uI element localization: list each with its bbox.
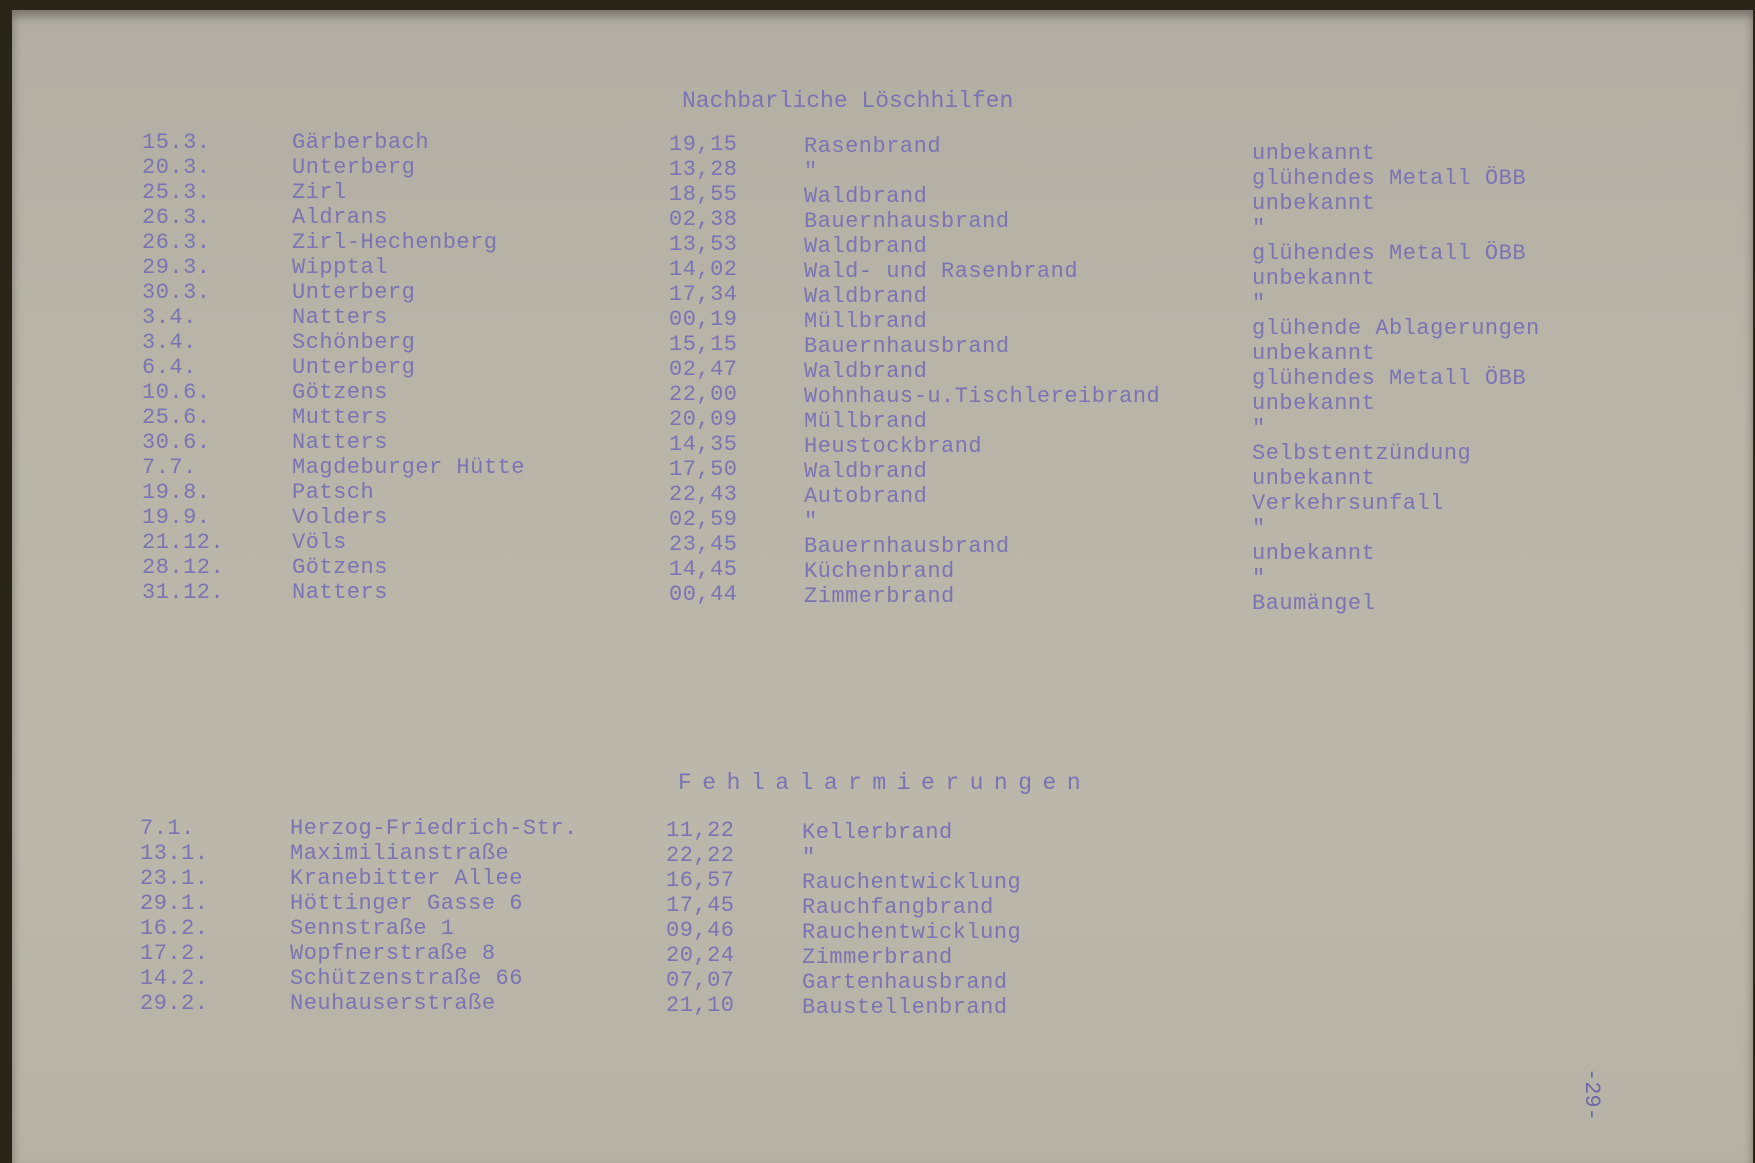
cause: Selbstentzündung bbox=[1252, 441, 1472, 466]
s1-time-column bbox=[669, 132, 738, 607]
date: 3.4. bbox=[142, 305, 197, 330]
cause: " bbox=[1252, 566, 1266, 591]
incident-type: Bauernhausbrand bbox=[804, 209, 1010, 234]
place: Wipptal bbox=[292, 255, 388, 280]
s2-date-column bbox=[140, 816, 209, 1016]
place: Unterberg bbox=[292, 280, 416, 305]
incident-type: Rauchfangbrand bbox=[802, 895, 994, 920]
heading-nachbarliche-loeschhilfen: Nachbarliche Löschhilfen bbox=[682, 88, 1014, 114]
time: 22,43 bbox=[669, 482, 738, 507]
date: 10.6. bbox=[142, 380, 211, 405]
incident-type: Waldbrand bbox=[804, 359, 928, 384]
typewritten-page bbox=[12, 10, 1753, 1163]
incident-type: Wohnhaus-u.Tischlereibrand bbox=[804, 384, 1161, 409]
incident-type: Müllbrand bbox=[804, 409, 928, 434]
place: Natters bbox=[292, 580, 388, 605]
incident-type: Bauernhausbrand bbox=[804, 534, 1010, 559]
time: 00,19 bbox=[669, 307, 738, 332]
s2-time-column bbox=[666, 818, 735, 1018]
time: 15,15 bbox=[669, 332, 738, 357]
incident-type: Zimmerbrand bbox=[802, 945, 953, 970]
s1-type-column bbox=[804, 134, 1160, 609]
place: Mutters bbox=[292, 405, 388, 430]
time: 14,35 bbox=[669, 432, 738, 457]
date: 29.1. bbox=[140, 891, 209, 916]
incident-type: " bbox=[804, 509, 818, 534]
date: 19.9. bbox=[142, 505, 211, 530]
incident-type: Rasenbrand bbox=[804, 134, 942, 159]
place: Patsch bbox=[292, 480, 375, 505]
cause: unbekannt bbox=[1252, 541, 1376, 566]
cause: unbekannt bbox=[1252, 466, 1376, 491]
cause: " bbox=[1252, 216, 1266, 241]
s2-type-column bbox=[802, 820, 1021, 1020]
incident-type: Heustockbrand bbox=[804, 434, 983, 459]
date: 30.6. bbox=[142, 430, 211, 455]
time: 09,46 bbox=[666, 918, 735, 943]
place: Zirl-Hechenberg bbox=[292, 230, 498, 255]
place: Götzens bbox=[292, 380, 388, 405]
cause: glühendes Metall ÖBB bbox=[1252, 241, 1527, 266]
cause: " bbox=[1252, 416, 1266, 441]
cause: unbekannt bbox=[1252, 141, 1376, 166]
time: 22,00 bbox=[669, 382, 738, 407]
cause: unbekannt bbox=[1252, 191, 1376, 216]
place: Zirl bbox=[292, 180, 347, 205]
date: 28.12. bbox=[142, 555, 225, 580]
cause: glühende Ablagerungen bbox=[1252, 316, 1540, 341]
place: Unterberg bbox=[292, 355, 416, 380]
cause: glühendes Metall ÖBB bbox=[1252, 366, 1527, 391]
place: Sennstraße 1 bbox=[290, 916, 455, 941]
time: 23,45 bbox=[669, 532, 738, 557]
date: 7.7. bbox=[142, 455, 197, 480]
time: 13,28 bbox=[669, 157, 738, 182]
place: Natters bbox=[292, 305, 388, 330]
time: 02,47 bbox=[669, 357, 738, 382]
place: Magdeburger Hütte bbox=[292, 455, 525, 480]
page-number: -29- bbox=[1579, 1068, 1604, 1121]
s1-place-column bbox=[292, 130, 525, 605]
s1-date-column bbox=[142, 130, 224, 605]
s2-place-column bbox=[290, 816, 578, 1016]
cause: " bbox=[1252, 291, 1266, 316]
date: 6.4. bbox=[142, 355, 197, 380]
time: 20,24 bbox=[666, 943, 735, 968]
heading-fehlalarmierungen: Fehlalarmierungen bbox=[678, 770, 1092, 796]
incident-type: Autobrand bbox=[804, 484, 928, 509]
place: Herzog-Friedrich-Str. bbox=[290, 816, 578, 841]
cause: Baumängel bbox=[1252, 591, 1376, 616]
place: Unterberg bbox=[292, 155, 416, 180]
incident-type: Baustellenbrand bbox=[802, 995, 1008, 1020]
date: 29.3. bbox=[142, 255, 211, 280]
time: 07,07 bbox=[666, 968, 735, 993]
date: 23.1. bbox=[140, 866, 209, 891]
date: 15.3. bbox=[142, 130, 211, 155]
incident-type: Gartenhausbrand bbox=[802, 970, 1008, 995]
time: 13,53 bbox=[669, 232, 738, 257]
time: 17,34 bbox=[669, 282, 738, 307]
time: 17,50 bbox=[669, 457, 738, 482]
incident-type: " bbox=[804, 159, 818, 184]
time: 17,45 bbox=[666, 893, 735, 918]
place: Neuhauserstraße bbox=[290, 991, 496, 1016]
time: 16,57 bbox=[666, 868, 735, 893]
time: 22,22 bbox=[666, 843, 735, 868]
cause: unbekannt bbox=[1252, 391, 1376, 416]
time: 02,59 bbox=[669, 507, 738, 532]
s1-cause-column bbox=[1252, 141, 1540, 616]
place: Gärberbach bbox=[292, 130, 430, 155]
date: 31.12. bbox=[142, 580, 225, 605]
incident-type: Zimmerbrand bbox=[804, 584, 955, 609]
incident-type: Küchenbrand bbox=[804, 559, 955, 584]
time: 02,38 bbox=[669, 207, 738, 232]
place: Götzens bbox=[292, 555, 388, 580]
place: Maximilianstraße bbox=[290, 841, 510, 866]
place: Wopfnerstraße 8 bbox=[290, 941, 496, 966]
time: 00,44 bbox=[669, 582, 738, 607]
date: 7.1. bbox=[140, 816, 195, 841]
date: 13.1. bbox=[140, 841, 209, 866]
date: 25.6. bbox=[142, 405, 211, 430]
incident-type: Waldbrand bbox=[804, 234, 928, 259]
place: Höttinger Gasse 6 bbox=[290, 891, 523, 916]
date: 3.4. bbox=[142, 330, 197, 355]
cause: unbekannt bbox=[1252, 266, 1376, 291]
place: Natters bbox=[292, 430, 388, 455]
incident-type: Rauchentwicklung bbox=[802, 920, 1022, 945]
place: Kranebitter Allee bbox=[290, 866, 523, 891]
place: Aldrans bbox=[292, 205, 388, 230]
date: 29.2. bbox=[140, 991, 209, 1016]
time: 11,22 bbox=[666, 818, 735, 843]
time: 14,02 bbox=[669, 257, 738, 282]
cause: unbekannt bbox=[1252, 341, 1376, 366]
time: 19,15 bbox=[669, 132, 738, 157]
date: 25.3. bbox=[142, 180, 211, 205]
date: 26.3. bbox=[142, 230, 211, 255]
date: 16.2. bbox=[140, 916, 209, 941]
incident-type: " bbox=[802, 845, 816, 870]
incident-type: Rauchentwicklung bbox=[802, 870, 1022, 895]
date: 20.3. bbox=[142, 155, 211, 180]
time: 14,45 bbox=[669, 557, 738, 582]
date: 17.2. bbox=[140, 941, 209, 966]
time: 20,09 bbox=[669, 407, 738, 432]
cause: " bbox=[1252, 516, 1266, 541]
incident-type: Bauernhausbrand bbox=[804, 334, 1010, 359]
date: 26.3. bbox=[142, 205, 211, 230]
place: Volders bbox=[292, 505, 388, 530]
incident-type: Waldbrand bbox=[804, 459, 928, 484]
time: 21,10 bbox=[666, 993, 735, 1018]
cause: glühendes Metall ÖBB bbox=[1252, 166, 1527, 191]
place: Völs bbox=[292, 530, 347, 555]
place: Schönberg bbox=[292, 330, 416, 355]
place: Schützenstraße 66 bbox=[290, 966, 523, 991]
incident-type: Müllbrand bbox=[804, 309, 928, 334]
date: 14.2. bbox=[140, 966, 209, 991]
incident-type: Waldbrand bbox=[804, 184, 928, 209]
date: 21.12. bbox=[142, 530, 225, 555]
incident-type: Wald- und Rasenbrand bbox=[804, 259, 1079, 284]
date: 30.3. bbox=[142, 280, 211, 305]
time: 18,55 bbox=[669, 182, 738, 207]
incident-type: Waldbrand bbox=[804, 284, 928, 309]
date: 19.8. bbox=[142, 480, 211, 505]
incident-type: Kellerbrand bbox=[802, 820, 953, 845]
cause: Verkehrsunfall bbox=[1252, 491, 1444, 516]
